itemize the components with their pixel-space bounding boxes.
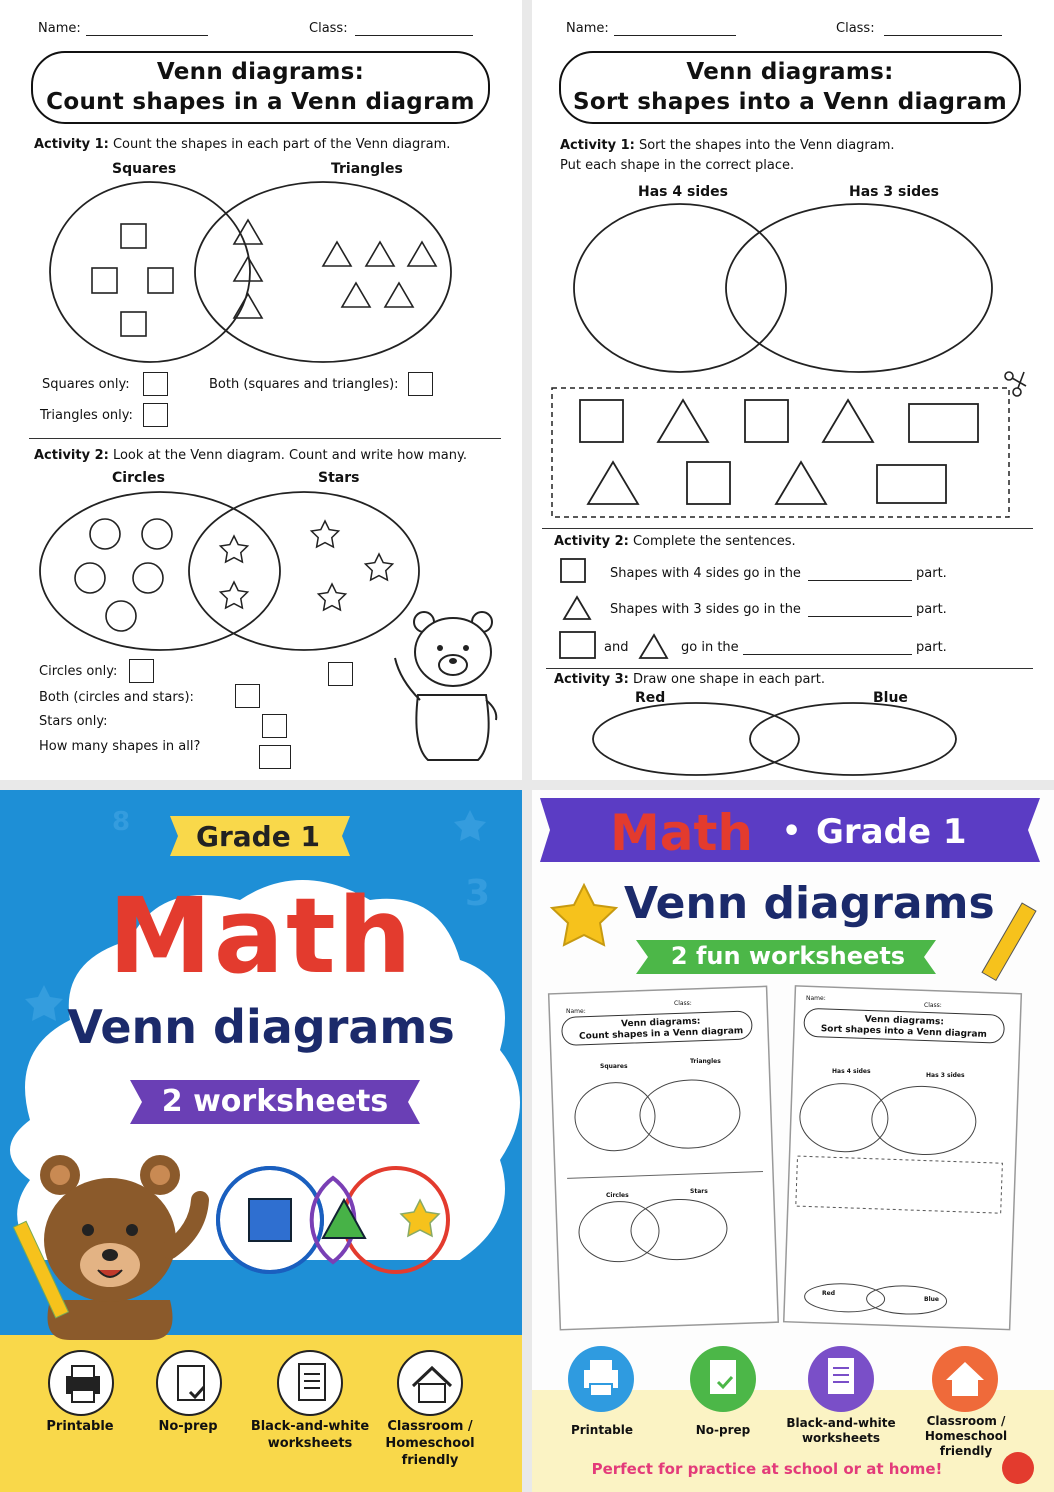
thumb2-set-red: Red: [822, 1290, 835, 1297]
answer-box[interactable]: [262, 714, 287, 738]
q-total: How many shapes in all?: [39, 739, 201, 754]
part-label: part.: [916, 640, 947, 655]
thumb-class-label: Class:: [674, 1000, 692, 1007]
set-label-circles: Circles: [112, 470, 165, 486]
thumb1-title-1: Venn diagrams:: [620, 1016, 701, 1030]
activity-text-2: Put each shape in the correct place.: [560, 158, 795, 173]
activity-label: Activity 1:: [560, 138, 635, 153]
thumb2-class-label: Class:: [924, 1002, 942, 1009]
thumb1-set-c: Circles: [606, 1192, 629, 1199]
class-label: Class:: [836, 21, 875, 36]
blank-line[interactable]: [743, 654, 912, 655]
star-icon: [552, 885, 616, 945]
sentence-3-go: go in the: [681, 640, 739, 655]
set-label-triangles: Triangles: [331, 161, 403, 177]
cover-main-title: Venn diagrams: [67, 1000, 455, 1054]
thumb1-title-2: Count shapes in a Venn diagram: [578, 1026, 744, 1042]
divider: [29, 438, 501, 439]
promo-title: Venn diagrams: [624, 878, 995, 929]
venn-diagrams-ws2: [532, 0, 1054, 780]
activity-text: Count the shapes in each part of the Venn diagram.: [112, 137, 451, 152]
part-label: part.: [916, 602, 947, 617]
feature-classroom-homeschool: Classroom / Homeschool friendly: [385, 1419, 475, 1468]
promo-math: Math: [610, 804, 753, 862]
answer-box[interactable]: [129, 659, 154, 683]
class-label: Class:: [309, 21, 348, 36]
promo-subtitle: 2 fun worksheets: [670, 942, 906, 970]
divider: [546, 668, 1033, 669]
thumb1-set-d: Stars: [690, 1188, 708, 1195]
thumb1-set-b: Triangles: [690, 1058, 721, 1065]
feature-printable: Printable: [570, 1423, 634, 1437]
activity-label: Activity 1:: [34, 137, 109, 152]
title-line-2: Count shapes in a Venn diagram: [46, 89, 475, 115]
title-line-1: Venn diagrams:: [156, 59, 365, 85]
activity-text: Draw one shape in each part.: [632, 672, 825, 687]
q-both-2: Both (circles and stars):: [39, 690, 194, 705]
activity-text: Sort the shapes into the Venn diagram.: [638, 138, 895, 153]
document-icon: [808, 1346, 874, 1412]
cover-page: [0, 790, 522, 1492]
worksheet-sort-shapes: [532, 0, 1054, 780]
sentence-1: Shapes with 4 sides go in the: [610, 566, 801, 581]
house-icon: [932, 1346, 998, 1412]
q-circles-only: Circles only:: [39, 664, 118, 679]
set-label-red: Red: [635, 690, 666, 706]
name-label: Name:: [38, 21, 81, 36]
title-line-1: Venn diagrams:: [686, 59, 894, 85]
promo-grade: Grade 1: [816, 812, 967, 852]
answer-box[interactable]: [143, 372, 168, 396]
sentence-3-and: and: [604, 640, 629, 655]
q-triangles-only: Triangles only:: [40, 408, 133, 423]
house-icon: [397, 1350, 463, 1416]
thumb2-set-blue: Blue: [924, 1296, 939, 1303]
divider: [542, 528, 1033, 529]
activity-label: Activity 2:: [34, 448, 109, 463]
answer-box[interactable]: [259, 745, 291, 769]
thumb2-title-2: Sort shapes into a Venn diagram: [820, 1024, 988, 1040]
feature-bw-worksheets: Black-and-white worksheets: [786, 1416, 896, 1445]
activity-text: Look at the Venn diagram. Count and write how many.: [112, 448, 467, 463]
activity-text: Complete the sentences.: [632, 534, 796, 549]
clipboard-check-icon: [690, 1346, 756, 1412]
answer-box[interactable]: [143, 403, 168, 427]
thumb-name-label: Name:: [566, 1008, 586, 1015]
blank-line[interactable]: [808, 580, 912, 581]
promo-page: [532, 790, 1054, 1492]
worksheet-count-shapes: [0, 0, 522, 780]
printer-icon: [48, 1350, 114, 1416]
feature-no-prep: No-prep: [695, 1423, 751, 1437]
bear-icon: [395, 612, 496, 760]
set-label-squares: Squares: [112, 161, 177, 177]
sentence-2: Shapes with 3 sides go in the: [610, 602, 801, 617]
thumb1-set-a: Squares: [600, 1063, 628, 1070]
feature-printable: Printable: [46, 1419, 114, 1434]
name-label: Name:: [566, 21, 609, 36]
q-squares-only: Squares only:: [42, 377, 130, 392]
answer-box[interactable]: [408, 372, 433, 396]
feature-no-prep: No-prep: [158, 1419, 218, 1434]
activity-label: Activity 3:: [554, 672, 629, 687]
q-stars-only: Stars only:: [39, 714, 108, 729]
scissors-icon: [1005, 372, 1026, 396]
q-both: Both (squares and triangles):: [209, 377, 399, 392]
clipboard-check-icon: [156, 1350, 222, 1416]
promo-footer: Perfect for practice at school or at home!: [591, 1460, 943, 1478]
feature-classroom-homeschool: Classroom / Homeschool friendly: [924, 1414, 1008, 1458]
thumb2-set-a: Has 4 sides: [832, 1068, 871, 1075]
set-label-3-sides: Has 3 sides: [849, 184, 939, 200]
thumb2-set-b: Has 3 sides: [926, 1072, 965, 1079]
math-letters: Math: [108, 875, 414, 997]
thumb2-name-label: Name:: [806, 995, 826, 1002]
grade-label: Grade 1: [196, 820, 320, 853]
svg-text:8: 8: [112, 807, 131, 837]
set-label-4-sides: Has 4 sides: [638, 184, 728, 200]
set-label-stars: Stars: [318, 470, 360, 486]
part-label: part.: [916, 566, 947, 581]
feature-bw-worksheets: Black-and-white worksheets: [250, 1419, 370, 1451]
cover-subtitle: 2 worksheets: [161, 1084, 389, 1119]
svg-text:3: 3: [465, 873, 491, 914]
blank-line[interactable]: [808, 616, 912, 617]
set-label-blue: Blue: [873, 690, 908, 706]
activity-label: Activity 2:: [554, 534, 629, 549]
printer-icon: [568, 1346, 634, 1412]
promo-dot: •: [782, 814, 802, 849]
answer-box[interactable]: [235, 684, 260, 708]
document-icon: [277, 1350, 343, 1416]
thumb2-title-1: Venn diagrams:: [864, 1014, 945, 1028]
title-line-2: Sort shapes into a Venn diagram: [572, 89, 1007, 115]
cover-math-title: [0, 875, 522, 997]
answer-box[interactable]: [328, 662, 353, 686]
